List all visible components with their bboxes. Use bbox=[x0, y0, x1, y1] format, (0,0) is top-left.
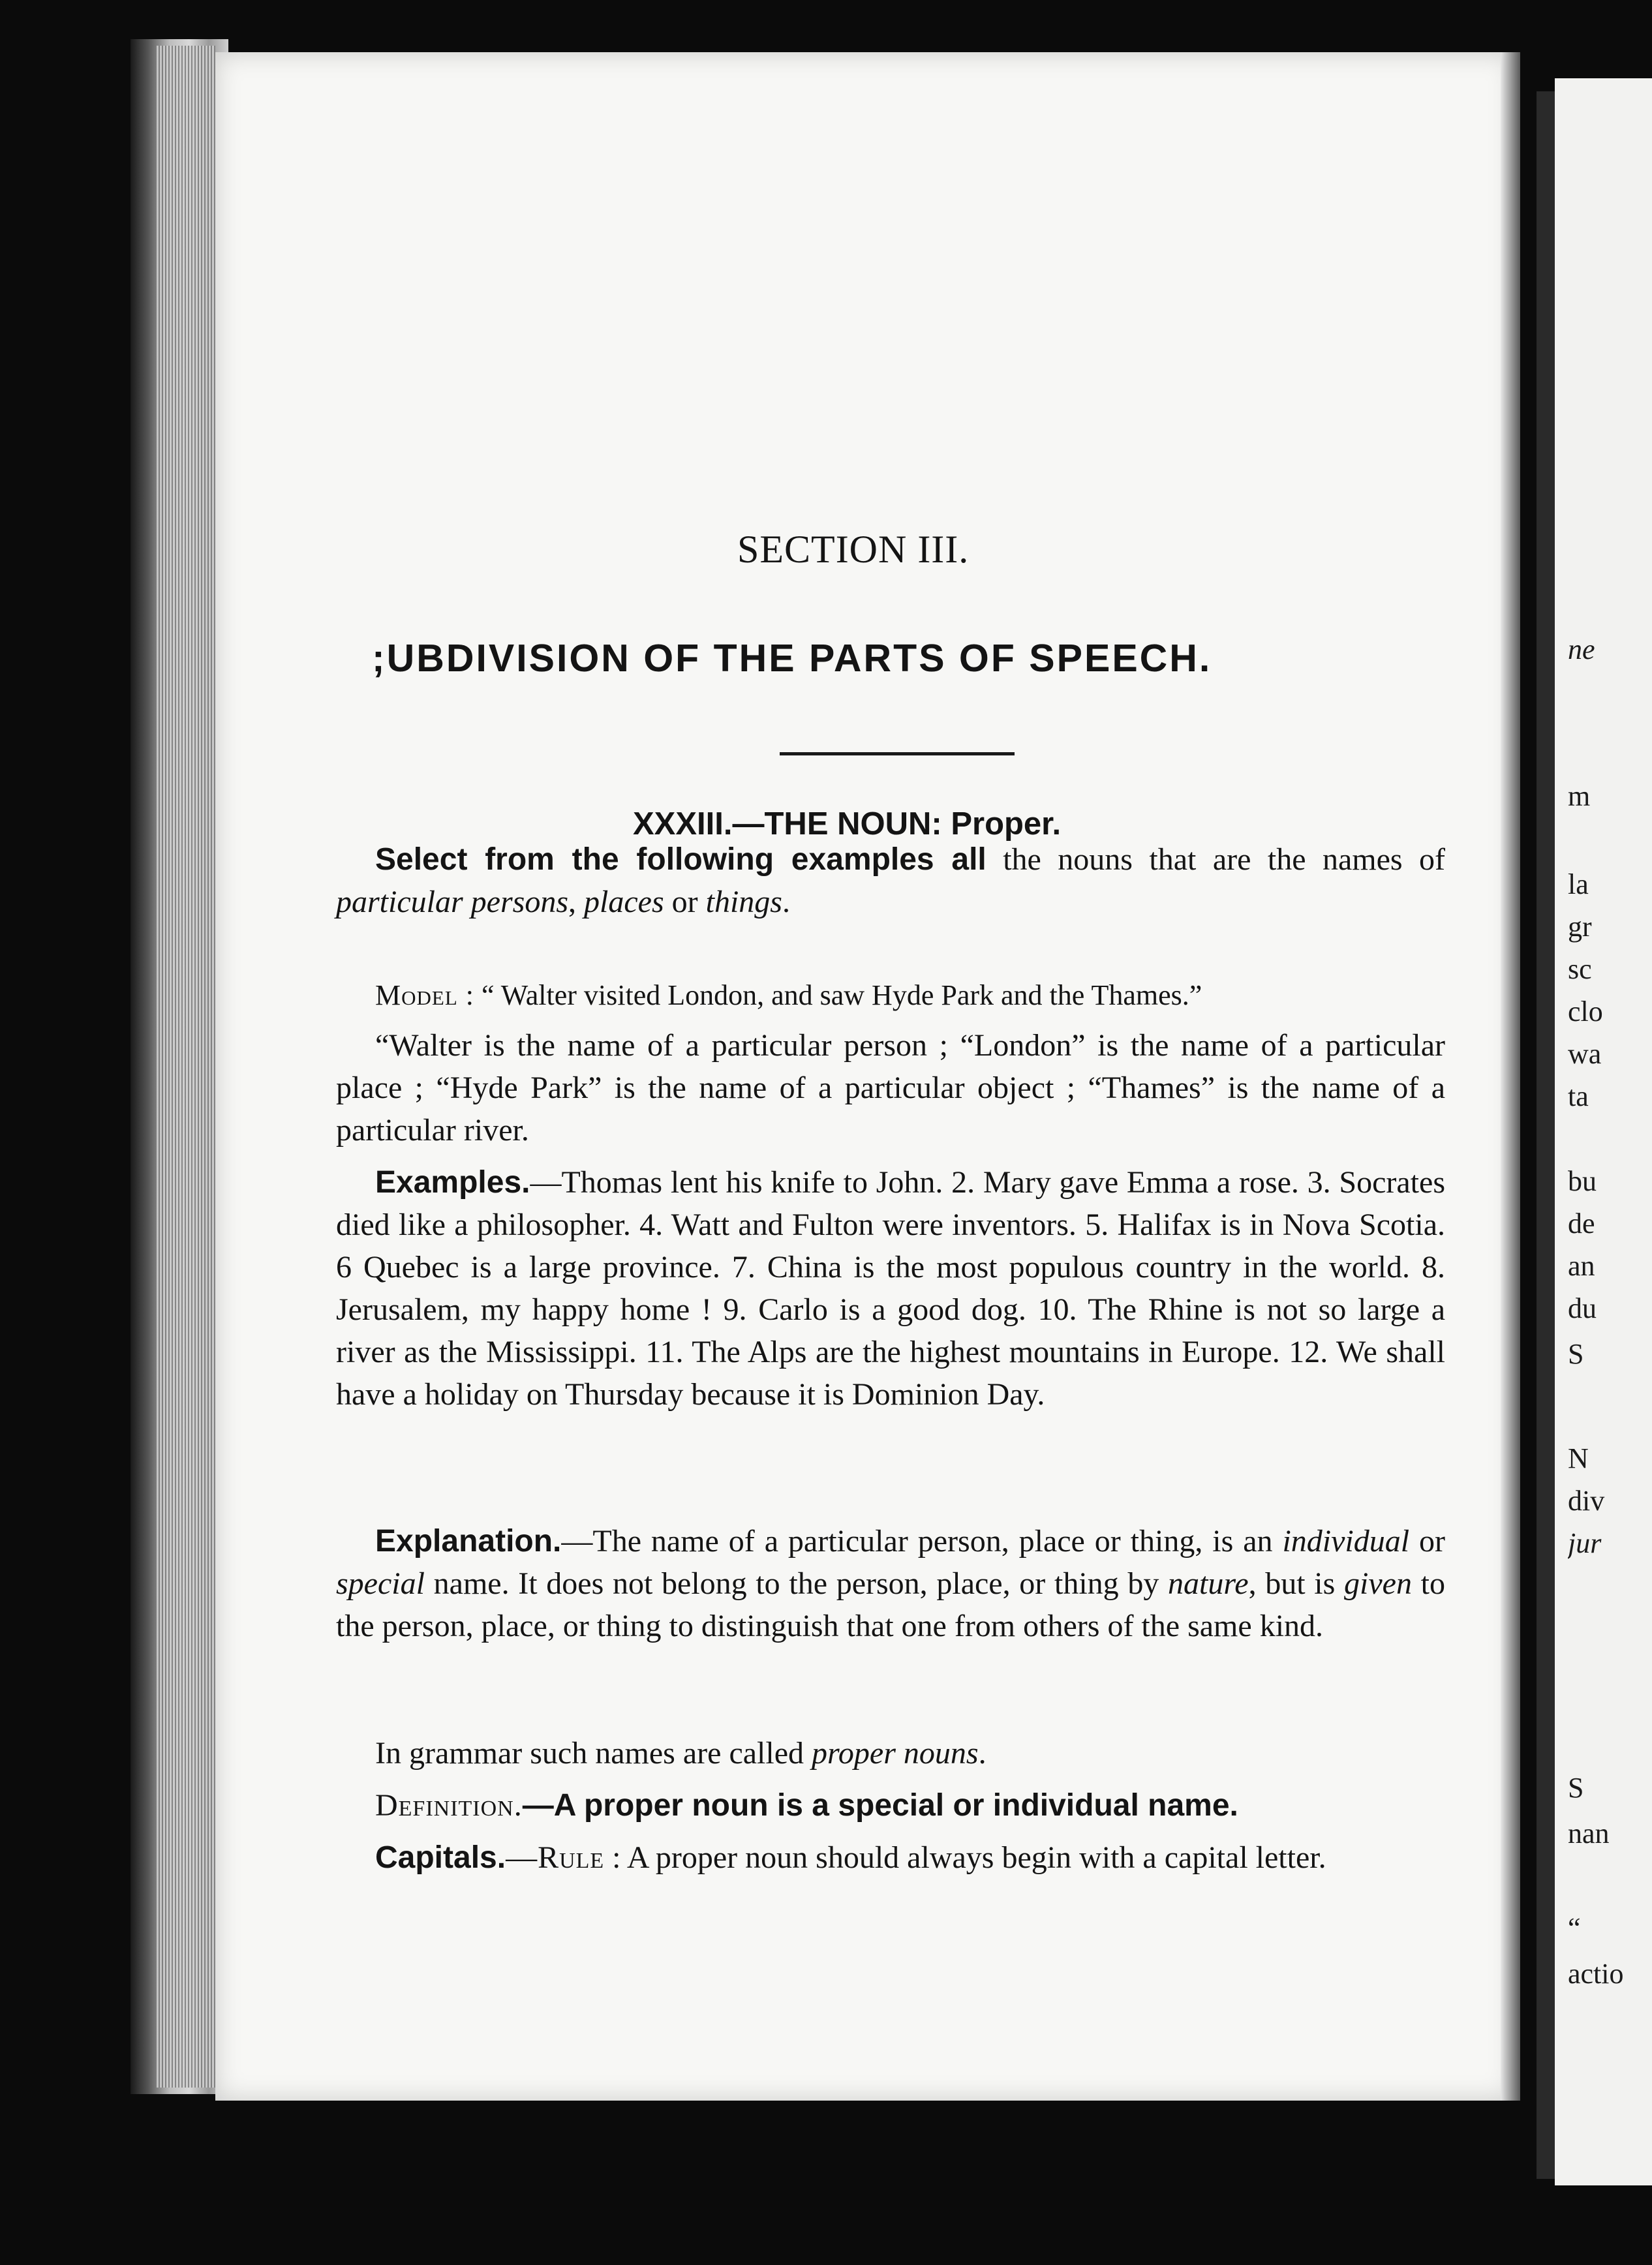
next-page-fragment: sc bbox=[1568, 953, 1592, 985]
explanation-text: or bbox=[1409, 1524, 1445, 1558]
model-explanation: “Walter is the name of a particular person ; “London” is the name of a particular place ; “Hyde Park” is the name of a particular object ; “Thames” is the name of a particular river. bbox=[336, 1028, 1445, 1148]
next-page-fragment: div bbox=[1568, 1485, 1605, 1517]
instruction-emphasis: particular persons bbox=[336, 885, 569, 919]
capitals-label: Capitals. bbox=[375, 1840, 506, 1875]
explanation-emphasis: nature bbox=[1168, 1566, 1249, 1601]
next-page-fragment: an bbox=[1568, 1250, 1595, 1282]
instruction-emphasis: places bbox=[584, 885, 664, 919]
explanation-emphasis: given bbox=[1344, 1566, 1412, 1601]
instruction-emphasis: things bbox=[705, 885, 782, 919]
definition-line bbox=[336, 1784, 1445, 1827]
capitals-text: : A proper noun should always begin with a capital letter. bbox=[604, 1840, 1326, 1875]
model-label: Model : bbox=[375, 979, 474, 1011]
instruction-text: , bbox=[568, 885, 585, 919]
explanation-text: —The name of a particular person, place or thing, is an bbox=[561, 1524, 1283, 1558]
explanation-text: , but is bbox=[1248, 1566, 1345, 1601]
explanation-paragraph bbox=[336, 1520, 1445, 1647]
definition-label: Definition. bbox=[375, 1788, 523, 1823]
next-page-strip bbox=[1555, 78, 1652, 2185]
model-line bbox=[336, 975, 1445, 1016]
grammar-note-end: . bbox=[978, 1736, 987, 1771]
examples-text: —Thomas lent his knife to John. 2. Mary gave Emma a rose. 3. Socrates died like a philosopher. 4. Watt and Fulton were inventors. 5. Halifax is in Nova Scotia. 6 Quebec is a large province. 7. China is the most populous country in the world. 8. Jerusalem, my happy home ! 9. Carlo is a good dog. 10. The Rhine is not so large a river as the Mississippi. 11. The Alps are the highest mountains in Europe. 12. We shall have a holiday on Thursday because it is Dominion Day. bbox=[336, 1165, 1445, 1412]
grammar-note bbox=[336, 1732, 1445, 1774]
instruction-text: the nouns that are the names of bbox=[986, 842, 1445, 877]
next-page-fragment: ne bbox=[1568, 633, 1595, 665]
grammar-note-emphasis: proper nouns bbox=[812, 1736, 979, 1771]
explanation-emphasis: individual bbox=[1282, 1524, 1410, 1558]
next-page-fragment: actio bbox=[1568, 1958, 1624, 1990]
instruction-text: or bbox=[664, 885, 706, 919]
book-gutter bbox=[1537, 91, 1555, 2179]
heading-rule bbox=[780, 752, 1015, 755]
next-page-fragment: ta bbox=[1568, 1080, 1589, 1112]
capitals-rule bbox=[336, 1836, 1445, 1879]
examples-label: Examples. bbox=[375, 1165, 530, 1200]
page-edges bbox=[157, 46, 215, 2088]
next-page-fragment: du bbox=[1568, 1292, 1597, 1324]
page-right-edge bbox=[1501, 52, 1520, 2101]
next-page-fragment: jur bbox=[1568, 1527, 1602, 1559]
next-page-fragment: clo bbox=[1568, 996, 1603, 1027]
next-page-fragment: m bbox=[1568, 780, 1591, 812]
explanation-text: to the person, place, or thing to distinguish that one from others of the same kind. bbox=[336, 1566, 1446, 1643]
next-page-fragment: “ bbox=[1568, 1912, 1581, 1944]
explanation-text: name. It does not belong to the person, place, or thing by bbox=[424, 1566, 1169, 1601]
rule-label: —Rule bbox=[506, 1840, 605, 1875]
next-page-fragment: nan bbox=[1568, 1817, 1610, 1849]
definition-text: —A proper noun is a special or individual name. bbox=[522, 1788, 1238, 1823]
main-heading: ;UBDIVISION OF THE PARTS OF SPEECH. bbox=[372, 637, 1212, 680]
next-page-fragment: gr bbox=[1568, 911, 1592, 943]
next-page-fragment: wa bbox=[1568, 1038, 1602, 1070]
examples-paragraph bbox=[336, 1161, 1445, 1416]
lesson-title: XXXIII.—THE NOUN: Proper. bbox=[633, 806, 1062, 842]
next-page-fragment: S bbox=[1568, 1772, 1584, 1804]
instruction-paragraph bbox=[336, 838, 1445, 923]
next-page-fragment: N bbox=[1568, 1442, 1589, 1474]
next-page-fragment: S bbox=[1568, 1338, 1584, 1370]
instruction-lead: Select from the following examples all bbox=[375, 842, 987, 877]
instruction-text: . bbox=[782, 885, 790, 919]
next-page-fragment: bu bbox=[1568, 1165, 1597, 1197]
section-heading: SECTION III. bbox=[737, 528, 970, 571]
model-quote: “ Walter visited London, and saw Hyde Park and the Thames.” bbox=[474, 979, 1202, 1011]
grammar-note-text: In grammar such names are called bbox=[375, 1736, 812, 1771]
next-page-fragment: de bbox=[1568, 1208, 1595, 1239]
explanation-label: Explanation. bbox=[375, 1524, 562, 1558]
next-page-fragment: la bbox=[1568, 868, 1589, 900]
explanation-emphasis: special bbox=[336, 1566, 425, 1601]
